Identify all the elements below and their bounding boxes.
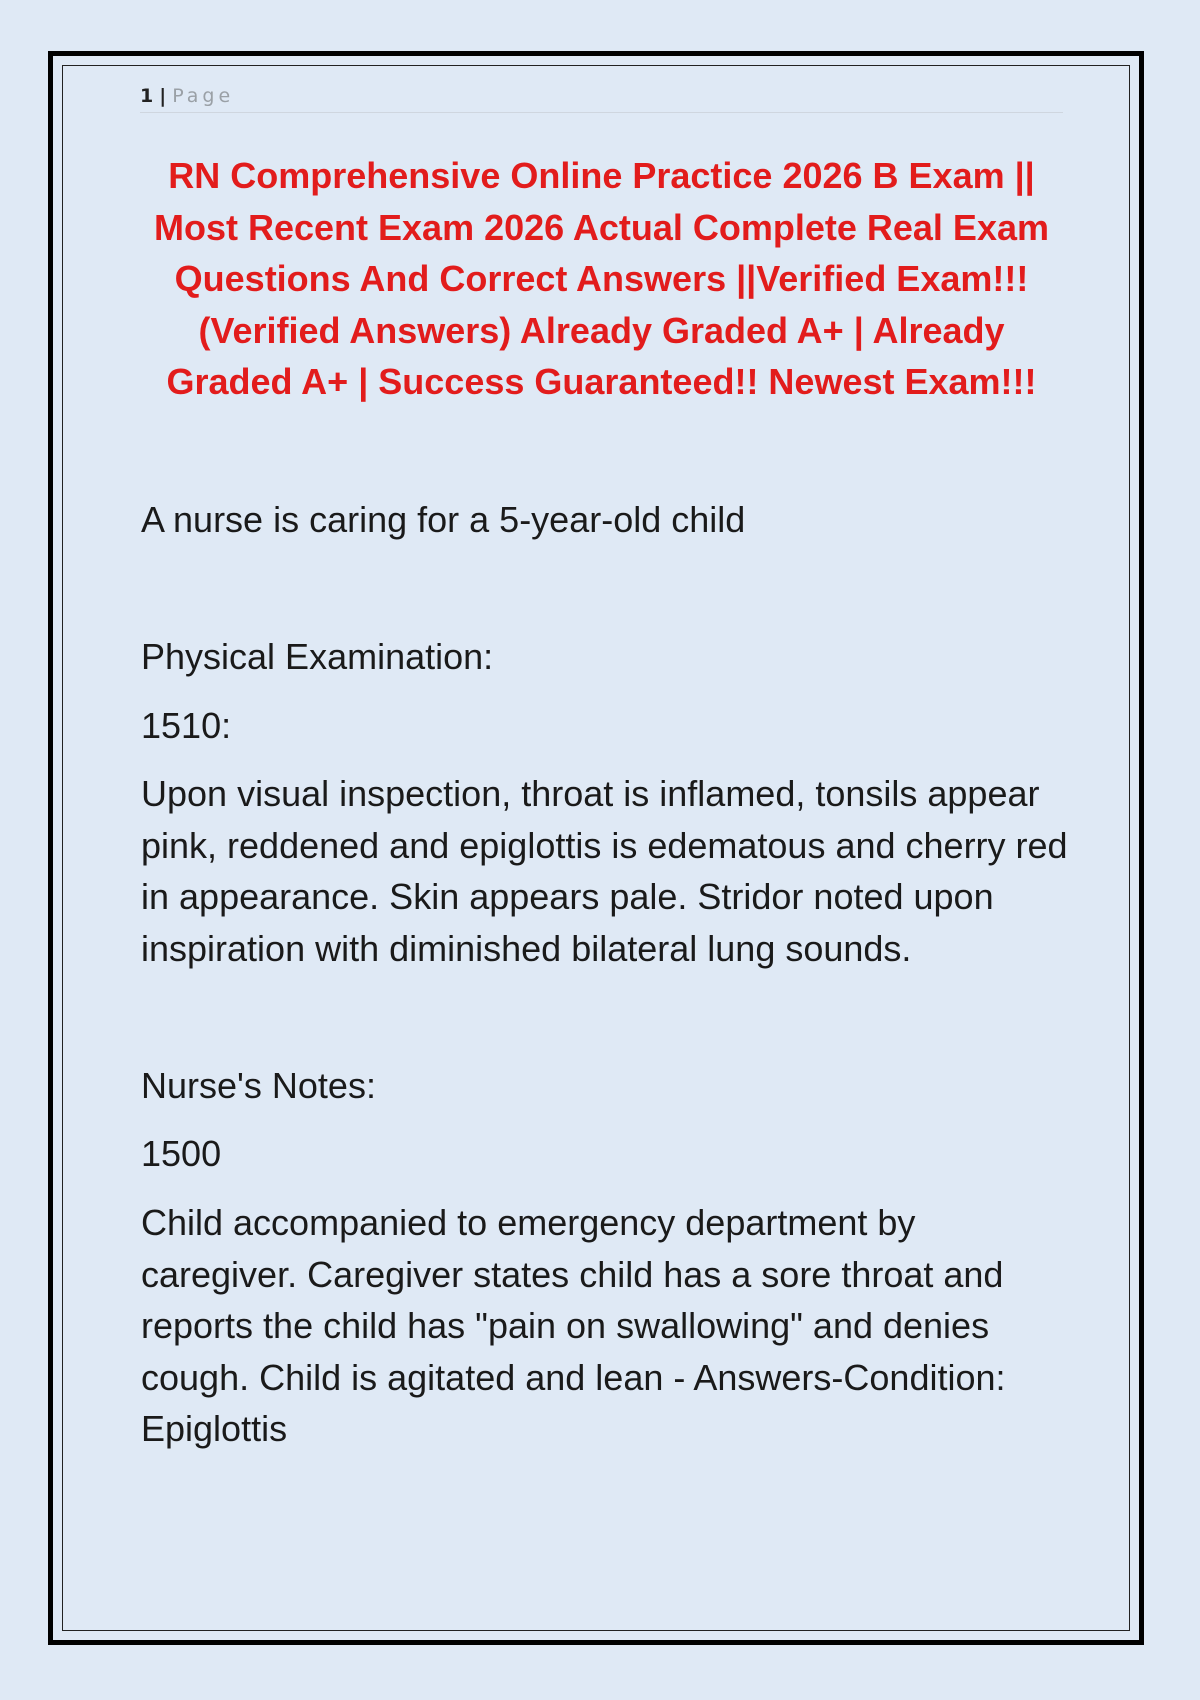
page-label: Page (172, 85, 235, 107)
document-title: RN Comprehensive Online Practice 2026 B Exam || Most Recent Exam 2026 Actual Complete Real Exam Questions And Correct Answers ||Verified Exam!!! (Verified Answers) Already Graded A+ | Already Graded A+ | Success Guaranteed!! Newest Exam!!! (153, 155, 1049, 402)
nurses-notes-text: Child accompanied to emergency department by caregiver. Caregiver states child has a sore throat and reports the child has "pain on swallowing" and denies cough. Child is agitated and lean - Answers-Condition: Epiglottis (141, 1202, 1006, 1449)
physical-exam-time: 1510: (141, 705, 232, 746)
intro-text: A nurse is caring for a 5-year-old child (141, 499, 746, 540)
nurses-notes-time: 1500 (141, 1133, 222, 1174)
physical-exam-text: Upon visual inspection, throat is inflamed, tonsils appear pink, reddened and epiglottis is edematous and cherry red in appearance. Skin appears pale. Stridor noted upon inspiration with diminished bilateral lung sounds. (141, 773, 1068, 969)
page-header (140, 80, 1063, 113)
physical-exam-label: Physical Examination: (141, 636, 494, 677)
page-number: 1 (140, 85, 154, 107)
nurses-notes-label: Nurse's Notes: (141, 1065, 376, 1106)
page-separator: | (159, 85, 167, 107)
